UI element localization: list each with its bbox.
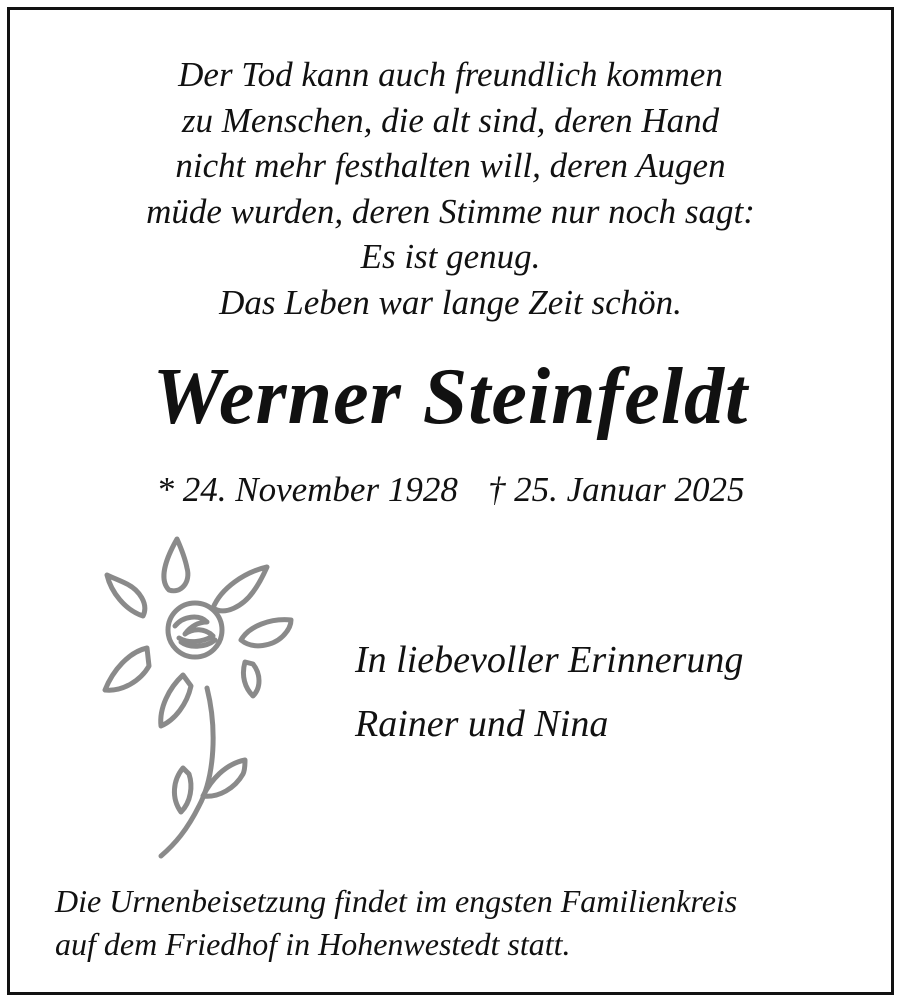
poem-line: Es ist genug.	[360, 237, 541, 276]
poem-line: Der Tod kann auch freundlich kommen	[178, 55, 723, 94]
death-date: † 25. Januar 2025	[487, 470, 745, 509]
remembrance-line: In liebevoller Erinnerung	[355, 639, 744, 681]
flower-icon	[95, 530, 305, 865]
mourners-names: Rainer und Nina	[355, 703, 609, 745]
poem-line: Das Leben war lange Zeit schön.	[219, 282, 682, 322]
poem-line: zu Menschen, die alt sind, deren Hand	[181, 100, 720, 140]
deceased-name: Werner Steinfeldt	[152, 353, 749, 441]
birth-date: * 24. November 1928	[156, 470, 458, 509]
poem-line: nicht mehr festhalten will, deren Augen	[175, 146, 726, 185]
life-dates	[0, 470, 901, 510]
burial-notice	[55, 880, 737, 966]
burial-notice-line: auf dem Friedhof in Hohenwestedt statt.	[55, 926, 571, 962]
burial-notice-line: Die Urnenbeisetzung findet im engsten Familienkreis	[55, 883, 738, 919]
poem-line: müde wurden, deren Stimme nur noch sagt:	[146, 191, 755, 231]
remembrance	[355, 628, 743, 756]
poem	[0, 52, 901, 325]
